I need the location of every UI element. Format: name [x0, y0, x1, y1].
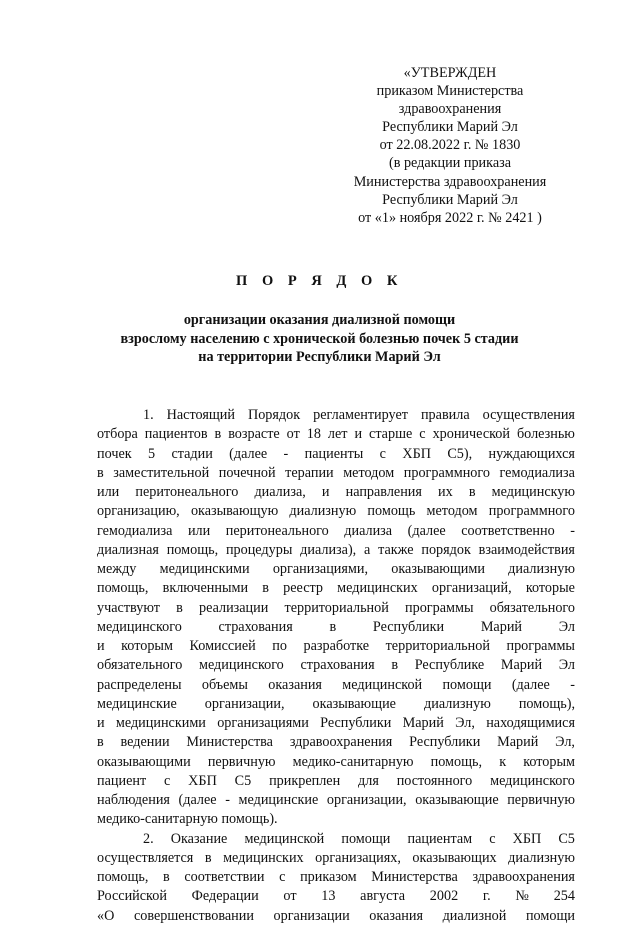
word: с — [279, 869, 286, 885]
word: медико-санитарную — [97, 811, 222, 828]
word: организаций, — [431, 580, 512, 597]
word: пациентов — [144, 426, 208, 443]
word: программного — [403, 464, 490, 481]
word: программы — [405, 599, 474, 616]
word: помощь — [367, 503, 416, 520]
word: старше — [369, 426, 413, 443]
word: медицинских — [337, 580, 418, 597]
paragraph-1-line — [97, 733, 575, 752]
word: направления — [345, 484, 422, 500]
word: диализную — [424, 695, 491, 712]
word: - — [570, 676, 575, 693]
word: в — [329, 618, 337, 635]
paragraph-1-line — [97, 618, 575, 637]
word: диализную — [289, 503, 357, 520]
word: ведении — [120, 734, 170, 751]
word: территориальной — [385, 638, 490, 654]
word: программы — [506, 638, 575, 654]
word: для — [358, 772, 379, 789]
word: с — [419, 426, 426, 443]
word: Российской — [97, 888, 167, 905]
word: включенными — [162, 580, 249, 597]
word: правила — [420, 407, 470, 423]
word: в — [391, 657, 399, 674]
word: помощи — [525, 907, 575, 924]
word: медико-санитарную — [292, 753, 414, 770]
word: территориальной — [284, 599, 389, 616]
paragraph-1-line — [97, 695, 575, 714]
paragraph-2-line — [97, 868, 575, 887]
word: разработке — [303, 638, 370, 654]
word: осуществления — [482, 407, 575, 423]
word: (далее — [178, 792, 217, 808]
paragraph-1-line — [97, 772, 575, 791]
approval-line: от 22.08.2022 г. № 1830 — [379, 137, 521, 154]
word: ХБП — [188, 772, 217, 789]
word: пациентам — [407, 830, 473, 847]
word: также — [378, 541, 414, 558]
word: и — [354, 426, 363, 443]
word: участвуют — [97, 599, 160, 616]
word: оказывающую — [190, 503, 279, 520]
word: помощь). — [221, 811, 278, 828]
word: хронической — [432, 426, 510, 443]
word: первичную — [507, 792, 575, 808]
word: ХБП — [402, 445, 431, 462]
word: в — [204, 849, 212, 866]
paragraph-1-line — [97, 753, 575, 772]
word: С5), — [447, 445, 473, 462]
word: которым — [523, 753, 575, 770]
approval-line: «УТВЕРЖДЕН — [403, 65, 497, 81]
word: 254 — [553, 888, 575, 905]
paragraph-1-line — [97, 637, 575, 656]
word: заместительной — [113, 464, 210, 481]
word: диализа — [344, 522, 393, 539]
word: страхования — [300, 657, 375, 674]
word: диализная — [97, 541, 159, 558]
word: 2. — [143, 830, 154, 847]
paragraph-1-line — [97, 791, 575, 810]
word: к — [499, 753, 507, 770]
word: помощь, — [430, 753, 483, 770]
word: по — [272, 638, 287, 654]
paragraph-1-line — [97, 560, 575, 579]
word: медицинской — [244, 830, 325, 847]
word: (далее — [511, 676, 550, 693]
word: Порядок — [247, 407, 301, 423]
word: Федерации — [191, 888, 259, 905]
word: диализа, — [254, 484, 306, 500]
word: г. — [482, 888, 491, 905]
word: организациями — [217, 715, 309, 731]
document-subtitle — [60, 311, 579, 367]
approval-line: (в редакции приказа — [388, 155, 512, 172]
word: регламентирует — [313, 407, 408, 423]
word: медицинскую — [491, 484, 575, 500]
word: страхования — [218, 618, 293, 635]
word: перитонеального — [135, 484, 239, 500]
word: здравоохранения — [289, 734, 393, 751]
word: обязательного — [489, 599, 575, 616]
paragraph-2-line — [97, 849, 575, 868]
approval-line: Республики Марий Эл — [382, 119, 518, 136]
word: 5 — [148, 445, 156, 462]
word: болезнью — [516, 426, 575, 443]
word: медицинской — [342, 676, 423, 693]
word: оказания — [268, 676, 322, 693]
word: методом — [426, 503, 478, 520]
word: организации, — [326, 792, 407, 808]
paragraph-1-line — [97, 445, 575, 464]
word: которым — [121, 638, 173, 654]
word: процедуры — [225, 541, 293, 558]
word: в — [468, 484, 476, 500]
word: взаимодействия — [478, 541, 575, 558]
word: находящимися — [486, 715, 575, 731]
word: Комиссией — [189, 638, 256, 654]
word: организации, — [204, 695, 285, 712]
word: оказывающими — [391, 561, 485, 577]
word: Республики — [372, 618, 445, 635]
paragraph-1-line — [97, 599, 575, 618]
paragraph-1-line — [97, 502, 575, 521]
word: медицинскими — [115, 715, 206, 731]
word: в — [163, 869, 170, 885]
word: помощи — [341, 830, 391, 847]
word: с — [489, 830, 496, 847]
approval-line: здравоохранения — [398, 101, 502, 118]
word: оказывающих — [412, 849, 497, 866]
word: медицинского — [97, 618, 182, 635]
word: прикреплен — [269, 772, 341, 789]
word: медицинские — [97, 695, 177, 712]
word: С5 — [234, 772, 252, 789]
document-body — [97, 406, 575, 926]
word: Республики — [409, 734, 481, 751]
word: организациями, — [272, 561, 369, 577]
word: которые — [525, 580, 575, 597]
word: Эл — [558, 618, 575, 635]
word: пациент — [97, 772, 147, 789]
word: с — [164, 772, 171, 789]
word: - — [225, 792, 230, 808]
word: перитонеального — [225, 522, 329, 539]
word: медицинские — [238, 792, 319, 808]
paragraph-1-line — [97, 541, 575, 560]
word: - — [283, 445, 289, 462]
word: № — [515, 888, 529, 905]
word: оказывающими — [97, 753, 191, 770]
paragraph-1-line — [97, 406, 575, 425]
word: от — [283, 888, 297, 905]
word: с — [379, 445, 386, 462]
word: или — [187, 522, 211, 539]
word: от — [286, 426, 300, 443]
paragraph-1-line — [97, 522, 575, 541]
word: 13 — [321, 888, 336, 905]
word: в — [262, 580, 269, 597]
word: Министерства — [186, 734, 273, 751]
word: - — [570, 522, 575, 539]
word: (далее — [229, 445, 268, 462]
paragraph-1-line — [97, 656, 575, 675]
word: их — [438, 484, 453, 500]
word: С5 — [558, 830, 575, 847]
approval-line: Министерства здравоохранения — [353, 173, 547, 190]
word: отбора — [97, 426, 138, 443]
word: Марий — [497, 734, 539, 751]
approval-line: приказом Министерства — [376, 83, 524, 100]
word: наблюдения — [97, 792, 170, 808]
word: медицинского — [198, 657, 284, 674]
word: оказывающие — [415, 792, 499, 808]
word: здравоохранения — [472, 869, 575, 885]
paragraph-1-line — [97, 425, 575, 444]
word: и — [321, 484, 330, 500]
paragraph-2-line — [97, 887, 575, 906]
word: возрасте — [228, 426, 280, 443]
paragraph-1-line — [97, 714, 575, 733]
word: помощь, — [166, 541, 219, 558]
word: гемодиализа — [499, 464, 575, 481]
word: организацию, — [97, 503, 180, 520]
paragraph-1-line — [97, 483, 575, 502]
word: 2002 — [429, 888, 459, 905]
paragraph-1-line — [97, 810, 575, 829]
paragraph-1-line — [97, 464, 575, 483]
word: постоянного — [396, 772, 473, 789]
word: терапии — [285, 464, 334, 481]
word: Эл — [558, 657, 575, 674]
word: или — [97, 484, 120, 500]
word: соответственно — [461, 522, 555, 539]
word: организации — [273, 907, 350, 924]
word: а — [364, 541, 371, 558]
word: в — [97, 464, 104, 481]
word: совершенствовании — [133, 907, 254, 924]
word: и — [97, 638, 105, 654]
word: почек — [97, 445, 132, 462]
word: в — [97, 734, 104, 751]
word: нуждающихся — [488, 445, 575, 462]
word: реестр — [283, 580, 323, 597]
word: 18 — [306, 426, 321, 443]
word: между — [97, 561, 137, 577]
word: стадии — [171, 445, 213, 462]
paragraph-2-line — [97, 907, 575, 926]
word: помощь), — [518, 695, 575, 712]
word: Республике — [414, 657, 485, 674]
word: диализа), — [300, 541, 357, 558]
word: в — [176, 599, 183, 616]
word: 1. — [143, 407, 154, 423]
word: медицинского — [490, 772, 575, 789]
word: Марий — [402, 715, 444, 731]
word: помощь, — [97, 869, 149, 885]
word: (далее — [407, 522, 446, 539]
word: помощь, — [97, 580, 149, 597]
word: почечной — [218, 464, 276, 481]
word: объемы — [201, 676, 248, 693]
word: лет — [327, 426, 348, 443]
word: августа — [360, 888, 406, 905]
word: гемодиализа — [97, 522, 173, 539]
word: и — [97, 715, 105, 731]
paragraph-1-line — [97, 676, 575, 695]
word: диализную — [508, 561, 575, 577]
word: диализной — [442, 907, 507, 924]
word: Министерства — [371, 869, 458, 885]
paragraph-2 — [97, 830, 575, 926]
word: Эл, — [555, 734, 575, 751]
word: в — [214, 426, 222, 443]
word: программного — [488, 503, 575, 520]
subtitle-line: организации оказания диализной помощи — [183, 312, 456, 328]
word: Настоящий — [166, 407, 235, 423]
word: Марий — [500, 657, 543, 674]
paragraph-2-line — [97, 830, 575, 849]
approval-stamp-block — [330, 64, 570, 227]
word: ХБП — [512, 830, 542, 847]
subtitle-line: взрослому населению с хронической болезнью почек 5 стадии — [120, 330, 519, 347]
word: соответствии — [184, 869, 265, 885]
word: организациях, — [315, 849, 401, 866]
word: реализации — [199, 599, 269, 616]
word: медицинских — [223, 849, 304, 866]
subtitle-line: на территории Республики Марий Эл — [198, 349, 441, 366]
word: Марий — [480, 618, 523, 635]
approval-line: Республики Марий Эл — [382, 191, 518, 208]
word: оказания — [369, 907, 423, 924]
approval-line: от «1» ноября 2022 г. № 2421 ) — [358, 209, 542, 226]
word: медицинскими — [159, 561, 250, 577]
word: методом — [343, 464, 395, 481]
word: оказывающие — [312, 695, 396, 712]
word: первичную — [207, 753, 276, 770]
document-title: П О Р Я Д О К — [236, 273, 403, 289]
word: Республики — [320, 715, 392, 731]
word: осуществляется — [97, 849, 194, 866]
paragraph-1 — [97, 406, 575, 830]
word: порядок — [421, 541, 471, 558]
word: диализную — [508, 849, 575, 866]
word: обязательного — [97, 657, 183, 674]
word: Эл, — [455, 715, 475, 731]
word: помощи — [442, 676, 492, 693]
word: пациенты — [304, 445, 364, 462]
paragraph-1-line — [97, 579, 575, 598]
word: распределены — [97, 676, 182, 693]
word: Оказание — [170, 830, 228, 847]
word: «О — [97, 907, 115, 924]
word: приказом — [300, 869, 357, 885]
